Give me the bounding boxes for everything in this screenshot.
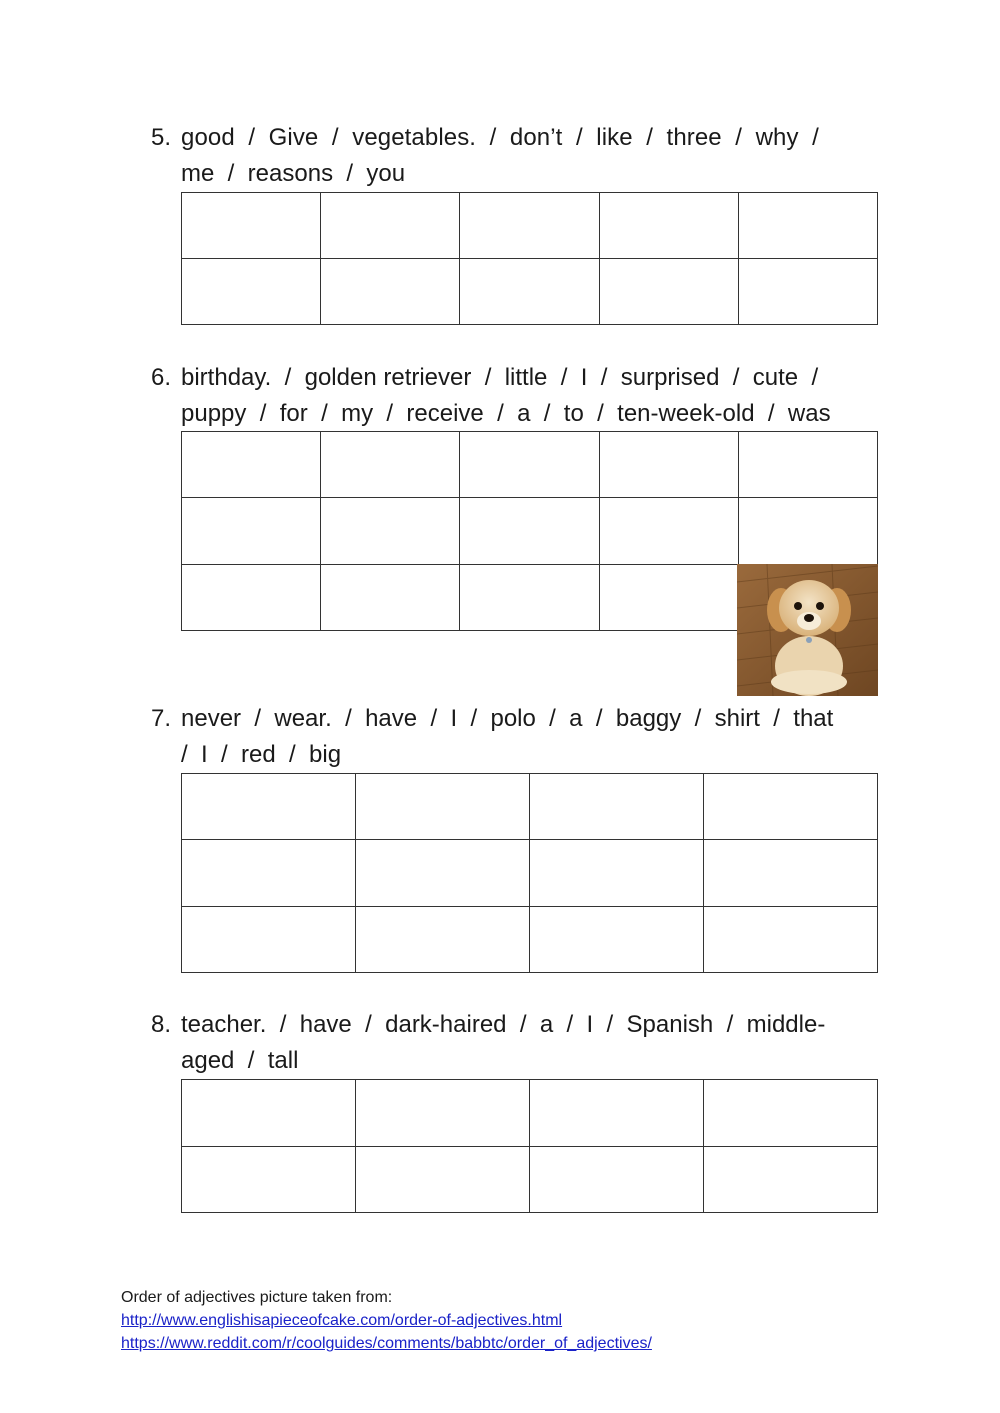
question-8-words-line-1: teacher. / have / dark-haired / a / I / Spanish / middle- [181,1011,826,1038]
answer-cell[interactable] [182,259,321,325]
answer-cell[interactable] [599,432,738,498]
answer-grid-5 [181,192,878,325]
answer-cell[interactable] [460,259,599,325]
question-6-number: 6. [151,364,172,391]
answer-cell[interactable] [460,564,599,630]
answer-cell[interactable] [356,774,530,840]
answer-cell[interactable] [599,193,738,259]
question-5-number: 5. [151,124,172,151]
answer-cell[interactable] [182,906,356,972]
answer-cell[interactable] [599,498,738,564]
source-link-2[interactable]: https://www.reddit.com/r/coolguides/comments/babbtc/order_of_adjectives/ [121,1335,652,1352]
answer-cell[interactable] [182,564,321,630]
answer-cell[interactable] [704,1146,878,1213]
answer-cell[interactable] [182,1146,356,1213]
answer-cell[interactable] [738,259,877,325]
answer-cell[interactable] [356,1146,530,1213]
answer-cell[interactable] [460,432,599,498]
puppy-image [737,564,878,696]
answer-cell[interactable] [599,259,738,325]
answer-cell[interactable] [182,432,321,498]
source-link-1[interactable]: http://www.englishisapieceofcake.com/order-of-adjectives.html [121,1312,563,1329]
answer-cell[interactable] [530,906,704,972]
answer-grid-8 [181,1079,878,1213]
answer-cell[interactable] [738,432,877,498]
answer-grid-7 [181,773,878,973]
answer-cell[interactable] [530,840,704,906]
question-6-words-line-1: birthday. / golden retriever / little / I / surprised / cute / [181,364,819,391]
answer-cell[interactable] [356,1080,530,1147]
answer-cell[interactable] [704,906,878,972]
answer-cell[interactable] [182,840,356,906]
answer-cell[interactable] [321,564,460,630]
answer-cell[interactable] [704,774,878,840]
question-8-words-line-2: aged / tall [181,1047,299,1074]
answer-cell[interactable] [704,1080,878,1147]
answer-cell[interactable] [182,498,321,564]
footer-caption: Order of adjectives picture taken from: [121,1289,393,1306]
answer-cell[interactable] [530,1080,704,1147]
question-7-number: 7. [151,705,172,732]
answer-cell[interactable] [356,840,530,906]
question-5-words-line-2: me / reasons / you [181,160,406,187]
answer-cell[interactable] [738,193,877,259]
answer-cell[interactable] [356,906,530,972]
puppy-photo [737,564,878,696]
answer-cell[interactable] [530,774,704,840]
question-7-words-line-1: never / wear. / have / I / polo / a / baggy / shirt / that [181,705,834,732]
answer-cell[interactable] [321,193,460,259]
answer-cell[interactable] [182,193,321,259]
answer-cell[interactable] [704,840,878,906]
answer-cell[interactable] [530,1146,704,1213]
answer-cell[interactable] [321,432,460,498]
question-7-words-line-2: / I / red / big [181,741,342,768]
question-6-words-line-2: puppy / for / my / receive / a / to / ten-week-old / was [181,400,831,427]
answer-cell[interactable] [182,774,356,840]
answer-cell[interactable] [599,564,738,630]
question-5-words-line-1: good / Give / vegetables. / don’t / like / three / why / [181,124,819,151]
answer-cell[interactable] [460,498,599,564]
answer-cell[interactable] [738,498,877,564]
question-8-number: 8. [151,1011,172,1038]
answer-cell[interactable] [321,259,460,325]
answer-cell[interactable] [460,193,599,259]
answer-cell[interactable] [321,498,460,564]
answer-cell[interactable] [182,1080,356,1147]
